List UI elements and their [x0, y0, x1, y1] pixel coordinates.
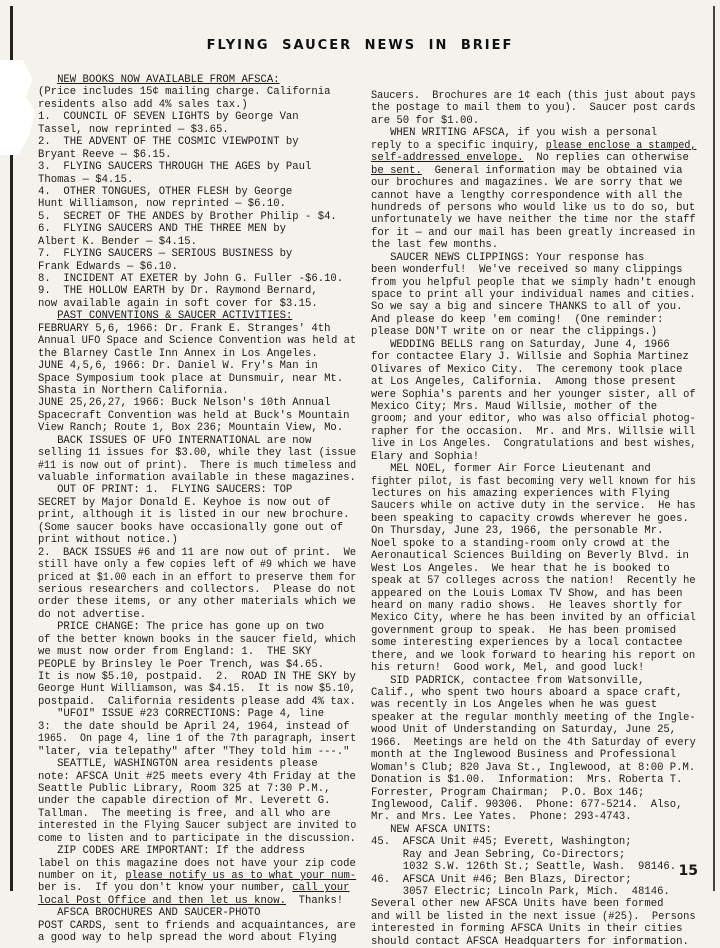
- left-column-line: Tassel, now reprinted — $3.65.: [38, 123, 229, 136]
- right-column-line: for it — and our mail has been greatly increased in: [371, 226, 696, 239]
- left-column-line: interested in the Flying Saucer subject are invited to: [38, 820, 357, 833]
- right-column-line: Elary and Sophia!: [371, 450, 480, 463]
- left-column-line: Seattle Public Library, Room 325 at 7:30 P.M.,: [38, 782, 331, 795]
- left-column-line: note: AFSCA Unit #25 meets every 4th Friday at the: [38, 770, 356, 783]
- right-column-line: please DON'T write on or near the clippings.): [371, 326, 658, 339]
- right-column-line: 45. AFSCA Unit #45; Everett, Washington;: [371, 836, 632, 849]
- left-column-line: JUNE 25,26,27, 1966: Buck Nelson's 10th Annual: [38, 397, 331, 410]
- right-column-line: groom; and your editor, who was also official photog-: [371, 413, 696, 426]
- left-column-line: label on this magazine does not have your zip code: [38, 857, 356, 870]
- left-column-line: a good way to help spread the word about Flying: [38, 932, 337, 945]
- left-column-line: still have only a few copies left of #9 which we have: [38, 559, 357, 572]
- right-column-line: space to print all your individual names and cities.: [371, 289, 696, 301]
- right-text-column: [371, 90, 696, 948]
- right-column-line: Mr. and Mrs. Lee Yates. Phone: 293-4743.: [371, 811, 632, 824]
- right-column-line: month at the Inglewood Business and Professional: [371, 749, 677, 762]
- left-column-line: Hunt Williamson, now reprinted — $6.10.: [38, 198, 286, 211]
- right-column-line: government group to speak. He has been promised: [371, 624, 677, 637]
- right-column-line: WHEN WRITING AFSCA, if you wish a personal: [371, 127, 658, 140]
- right-column-line: for contactee Elary J. Willsie and Sophia Martinez: [371, 351, 689, 364]
- right-column-line: there, and we look forward to hearing his report on: [371, 649, 696, 662]
- left-column-line: (Some saucer books have occasionally gone out of: [38, 521, 344, 534]
- right-column-line: SAUCER NEWS CLIPPINGS: Your response has: [371, 251, 645, 264]
- right-column-line: appeared on the Louis Lomax TV Show, and has been: [371, 587, 683, 600]
- right-column-line: our brochures and magazines. We are sorry that we: [371, 177, 683, 190]
- left-column-line: the Blarney Castle Inn Annex in Los Angeles.: [38, 347, 318, 360]
- left-column-line: now available again in soft cover for $3.15.: [38, 297, 318, 310]
- left-column-line: print, although it is listed in our new brochure.: [38, 509, 350, 522]
- left-column-line: Bryant Reeve — $6.15.: [38, 148, 172, 161]
- left-column-line: PEOPLE by Brinsley le Poer Trench, was $4.65.: [38, 658, 325, 671]
- right-column-line: the postage to mail them to you). Saucer post cards: [371, 102, 696, 115]
- left-column-line: ZIP CODES ARE IMPORTANT: If the address: [38, 845, 306, 858]
- left-column-line: AFSCA BROCHURES AND SAUCER-PHOTO: [38, 907, 261, 920]
- right-column-line: Inglewood, Calif. 90306. Phone: 677-5214. Also,: [371, 798, 683, 811]
- left-column-line: 7. FLYING SAUCERS — SERIOUS BUSINESS by: [38, 248, 293, 261]
- right-column-line: some interesting experiences by a local contactee: [371, 637, 683, 650]
- left-column-line: do not advertise.: [38, 608, 147, 621]
- right-column-line: SID PADRICK, contactee from Watsonville,: [371, 674, 645, 687]
- right-column-line: were Sophia's parents and her younger sister, all of: [371, 388, 696, 401]
- right-column-line: 46. AFSCA Unit #46; Ben Blazs, Director;: [371, 873, 632, 886]
- right-column-line: 3057 Electric; Lincoln Park, Mich. 48146.: [371, 886, 670, 898]
- right-column-line: interested in forming AFSCA Units in their cities: [371, 923, 683, 936]
- left-column-line: serious researchers and collectors. Please do not: [38, 583, 356, 596]
- left-column-line: come to listen and to participate in the discussion.: [38, 832, 356, 845]
- left-column-line: "later, via telepathy" after "They told him ---.": [38, 745, 350, 758]
- right-column-line: and will be listed in the next issue (#25). Persons: [371, 910, 696, 923]
- right-column-line: are 50 for $1.00.: [371, 114, 480, 127]
- right-column-line: was recently in Los Angeles when he was guest: [371, 699, 658, 712]
- right-column-line: from you helpful people that we simply hadn't enough: [371, 276, 696, 289]
- left-column-line: PAST CONVENTIONS & SAUCER ACTIVITIES:: [57, 310, 293, 323]
- left-column-line: 8. INCIDENT AT EXETER by John G. Fuller -$6.10.: [38, 273, 344, 285]
- left-column-line: JUNE 4,5,6, 1966: Dr. Daniel W. Fry's Man in: [38, 360, 318, 373]
- right-column-line: hundreds of persons who would like us to do so, but: [371, 201, 696, 214]
- right-column-line: WEDDING BELLS rang on Saturday, June 4, 1966: [371, 338, 670, 351]
- left-column-line: of the better known books in the saucer field, which: [38, 633, 356, 646]
- right-column-line: should contact AFSCA Headquarters for information.: [371, 935, 689, 948]
- left-column-line: local Post Office and then let us know. Thanks!: [38, 894, 344, 907]
- left-column-line: 4. OTHER TONGUES, OTHER FLESH by George: [38, 185, 293, 198]
- left-column-line: Thomas — $4.15.: [38, 173, 134, 186]
- page-header-title: FLYING SAUCER NEWS IN BRIEF: [206, 38, 514, 53]
- left-column-line: 6. FLYING SAUCERS AND THE THREE MEN by: [38, 223, 286, 236]
- left-column-line: Spacecraft Convention was held at Buck's Mountain: [38, 409, 350, 422]
- left-column-line: valuable information available in these magazines.: [38, 472, 356, 484]
- left-column-line: postpaid. California residents please add 4% tax.: [38, 695, 356, 708]
- left-column-line: #11 is now out of print). There is much timeless and: [38, 459, 357, 472]
- left-column-line: It is now $5.10, postpaid. 2. ROAD IN THE SKY by: [38, 671, 356, 683]
- left-column-line: Shasta in Northern California.: [38, 384, 229, 397]
- right-column-line: 1032 S.W. 126th St.; Seattle, Wash. 98146.: [371, 861, 677, 874]
- left-column-line: (Price includes 15¢ mailing charge. California: [38, 86, 331, 99]
- right-column-line: at Los Angeles, California. Among those present: [371, 376, 677, 389]
- right-column-line: MEL NOEL, former Air Force Lieutenant and: [371, 463, 651, 476]
- right-column-line: Aeronautical Sciences Building on Beverly Blvd. in: [371, 550, 689, 563]
- left-column-line: Space Symposium took place at Dunsmuir, near Mt.: [38, 372, 344, 385]
- right-column-line: Olivares of Mexico City. The ceremony took place: [371, 363, 683, 376]
- right-column-line: Ray and Jean Sebring, Co-Directors;: [371, 848, 626, 861]
- left-column-line: number on it, please notify us as to what your num-: [38, 870, 357, 882]
- right-column-line: NEW AFSCA UNITS:: [371, 823, 492, 836]
- left-column-line: 1. COUNCIL OF SEVEN LIGHTS by George Van: [38, 111, 299, 124]
- left-column-line: POST CARDS, sent to friends and acquaintances, are: [38, 919, 356, 932]
- right-column-line: Mexico City, where he has been invited by an official: [371, 612, 696, 625]
- left-column-line: 3: the date should be April 24, 1964, instead of: [38, 720, 350, 733]
- left-column-line: View Ranch; Route 1, Box 236; Mountain View, Mo.: [38, 422, 344, 435]
- left-column-line: OUT OF PRINT: 1. FLYING SAUCERS: TOP: [38, 484, 293, 497]
- right-column-line: reply to a specific inquiry, please enclose a stamped,: [371, 139, 697, 152]
- right-column-line: Saucers while on active duty in the service. He has: [371, 500, 696, 513]
- right-column-line: be sent. General information may be obtained via: [371, 164, 683, 177]
- right-column-line: And please do keep 'em coming! (One reminder:: [371, 313, 664, 326]
- left-column-line: Tallman. The meeting is free, and all who are: [38, 807, 331, 820]
- left-column-line: 3. FLYING SAUCERS THROUGH THE AGES by Paul: [38, 161, 312, 174]
- left-column-line: Albert K. Bender — $4.15.: [38, 235, 197, 248]
- left-column-line: 2. BACK ISSUES #6 and 11 are now out of print. We: [38, 546, 357, 559]
- right-column-line: Mexico City; Mrs. Maud Willsie, mother of the: [371, 400, 658, 413]
- left-column-line: George Hunt Williamson, was $4.15. It is now $5.10,: [38, 683, 356, 696]
- right-column-line: On Thursday, June 23, 1966, the personable Mr.: [371, 525, 664, 538]
- left-column-line: order these items, or any other materials which we: [38, 596, 356, 609]
- right-column-line: West Los Angeles. We hear that he is booked to: [371, 562, 670, 575]
- left-column-line: 1965. On page 4, line 1 of the 7th paragraph, insert: [38, 733, 357, 746]
- right-column-line: Saucers. Brochures are 1¢ each (this just about pays: [371, 90, 696, 102]
- left-column-line: NEW BOOKS NOW AVAILABLE FROM AFSCA:: [57, 74, 280, 86]
- left-text-column: [38, 74, 356, 945]
- left-column-line: 5. SECRET OF THE ANDES by Brother Philip - $4.: [38, 210, 337, 223]
- right-column-line: Noel spoke to a standing-room only crowd at the: [371, 537, 670, 550]
- right-column-line: So we say a big and sincere THANKS to all of you.: [371, 301, 683, 314]
- left-column-line: Annual UFO Space and Science Convention was held at: [38, 335, 357, 348]
- left-column-line: Frank Edwards — $6.10.: [38, 260, 178, 273]
- right-column-line: cannot have a lengthy correspondence with all the: [371, 189, 683, 202]
- right-column-line: unfortunately we have neither the time nor the staff: [371, 214, 696, 227]
- left-column-line: under the capable direction of Mr. Leverett G.: [38, 795, 331, 808]
- right-column-line: the last few months.: [371, 239, 499, 252]
- left-column-line: "UFOI" ISSUE #23 CORRECTIONS: Page 4, line: [38, 708, 325, 721]
- left-column-line: 9. THE HOLLOW EARTH by Dr. Raymond Bernard,: [38, 285, 318, 298]
- left-column-line: residents also add 4% sales tax.): [38, 98, 248, 111]
- left-column-line: PRICE CHANGE: The price has gone up on two: [38, 621, 325, 634]
- left-column-line: FEBRUARY 5,6, 1966: Dr. Frank E. Stranges' 4th: [38, 322, 331, 335]
- left-column-line: we must now order from England: 1. THE SKY: [38, 646, 312, 659]
- right-column-line: been speaking to capacity crowds wherever he goes.: [371, 512, 689, 525]
- left-column-line: 2. THE ADVENT OF THE COSMIC VIEWPOINT by: [38, 136, 299, 149]
- right-column-line: his return! Good work, Mel, and good luck!: [371, 662, 645, 675]
- right-column-line: Woman's Club; 820 Java St., Inglewood, at 8:00 P.M.: [371, 761, 696, 774]
- right-column-line: Several other new AFSCA Units have been formed: [371, 898, 664, 911]
- right-column-line: Calif., who spent two hours aboard a space craft,: [371, 687, 683, 699]
- right-column-line: been wonderful! We've received so many clippings: [371, 264, 683, 277]
- right-column-line: wood Unit of Understanding on Saturday, June 25,: [371, 724, 677, 737]
- left-column-line: selling 11 issues for $3.00, while they last (issue: [38, 447, 357, 460]
- left-column-line: print without notice.): [38, 534, 178, 547]
- right-column-line: Donation is $1.00. Information: Mrs. Roberta T.: [371, 774, 683, 787]
- right-column-line: rapher for the occasion. Mr. and Mrs. Willsie will: [371, 425, 696, 438]
- left-column-line: SECRET by Major Donald E. Keyhoe is now out of: [38, 496, 331, 509]
- right-column-line: self-addressed envelope. No replies can otherwise: [371, 152, 689, 165]
- right-column-line: speak at 57 colleges across the nation! Recently he: [371, 575, 696, 588]
- left-column-line: BACK ISSUES OF UFO INTERNATIONAL are now: [38, 434, 312, 447]
- right-column-line: heard on many radio shows. He leaves shortly for: [371, 599, 683, 612]
- right-column-line: 1966. Meetings are held on the 4th Saturday of every: [371, 736, 696, 749]
- left-column-line: priced at $1.00 each in an effort to preserve them for: [38, 571, 357, 584]
- right-column-line: speaker at the regular monthly meeting of the Ingle-: [371, 711, 696, 724]
- right-column-line: live in Los Angeles. Congratulations and best wishes,: [371, 438, 697, 451]
- left-column-line: ber is. If you don't know your number, call your: [38, 882, 350, 895]
- left-column-line: SEATTLE, WASHINGTON area residents please: [38, 758, 318, 771]
- right-column-line: fighter pilot, is fast becoming very well known for his: [371, 475, 696, 488]
- right-column-line: Forrester, Program Chairman; P.O. Box 146;: [371, 786, 645, 799]
- page-number: 15: [678, 863, 698, 879]
- right-column-line: lectures on his amazing experiences with Flying: [371, 488, 670, 500]
